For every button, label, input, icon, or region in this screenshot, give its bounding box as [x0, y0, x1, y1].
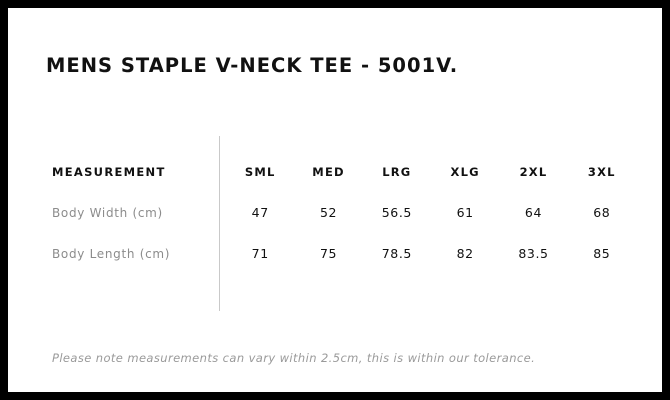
column-header-lrg: LRG — [382, 165, 412, 179]
size-chart-table — [46, 165, 636, 261]
cell-body-width-lrg: 56.5 — [381, 205, 412, 220]
row-label-body-width: Body Width (cm) — [52, 205, 163, 220]
table-header-row — [46, 165, 636, 205]
cell-body-width-3xl: 68 — [593, 205, 611, 220]
cell-body-length-lrg: 78.5 — [381, 246, 412, 261]
column-header-med: MED — [312, 165, 345, 179]
row-label-body-length: Body Length (cm) — [52, 246, 171, 261]
tolerance-note: Please note measurements can vary within 2.5cm, this is within our tolerance. — [52, 351, 536, 365]
column-header-measurement: MEASUREMENT — [52, 165, 166, 179]
cell-body-length-xlg: 82 — [456, 246, 474, 261]
cell-body-length-3xl: 85 — [593, 246, 611, 261]
size-chart-sheet — [8, 8, 662, 392]
cell-body-length-sml: 71 — [251, 246, 269, 261]
column-header-2xl: 2XL — [519, 165, 548, 179]
column-header-sml: SML — [244, 165, 276, 179]
cell-body-length-2xl: 83.5 — [518, 246, 549, 261]
page-title: MENS STAPLE V-NECK TEE - 5001V. — [46, 54, 459, 77]
cell-body-width-xlg: 61 — [456, 205, 474, 220]
cell-body-width-sml: 47 — [251, 205, 269, 220]
cell-body-length-med: 75 — [319, 246, 338, 261]
column-header-3xl: 3XL — [587, 165, 616, 179]
table-row — [46, 205, 636, 246]
cell-body-width-2xl: 64 — [524, 205, 543, 220]
column-header-xlg: XLG — [450, 165, 480, 179]
cell-body-width-med: 52 — [319, 205, 338, 220]
table-row — [46, 246, 636, 261]
